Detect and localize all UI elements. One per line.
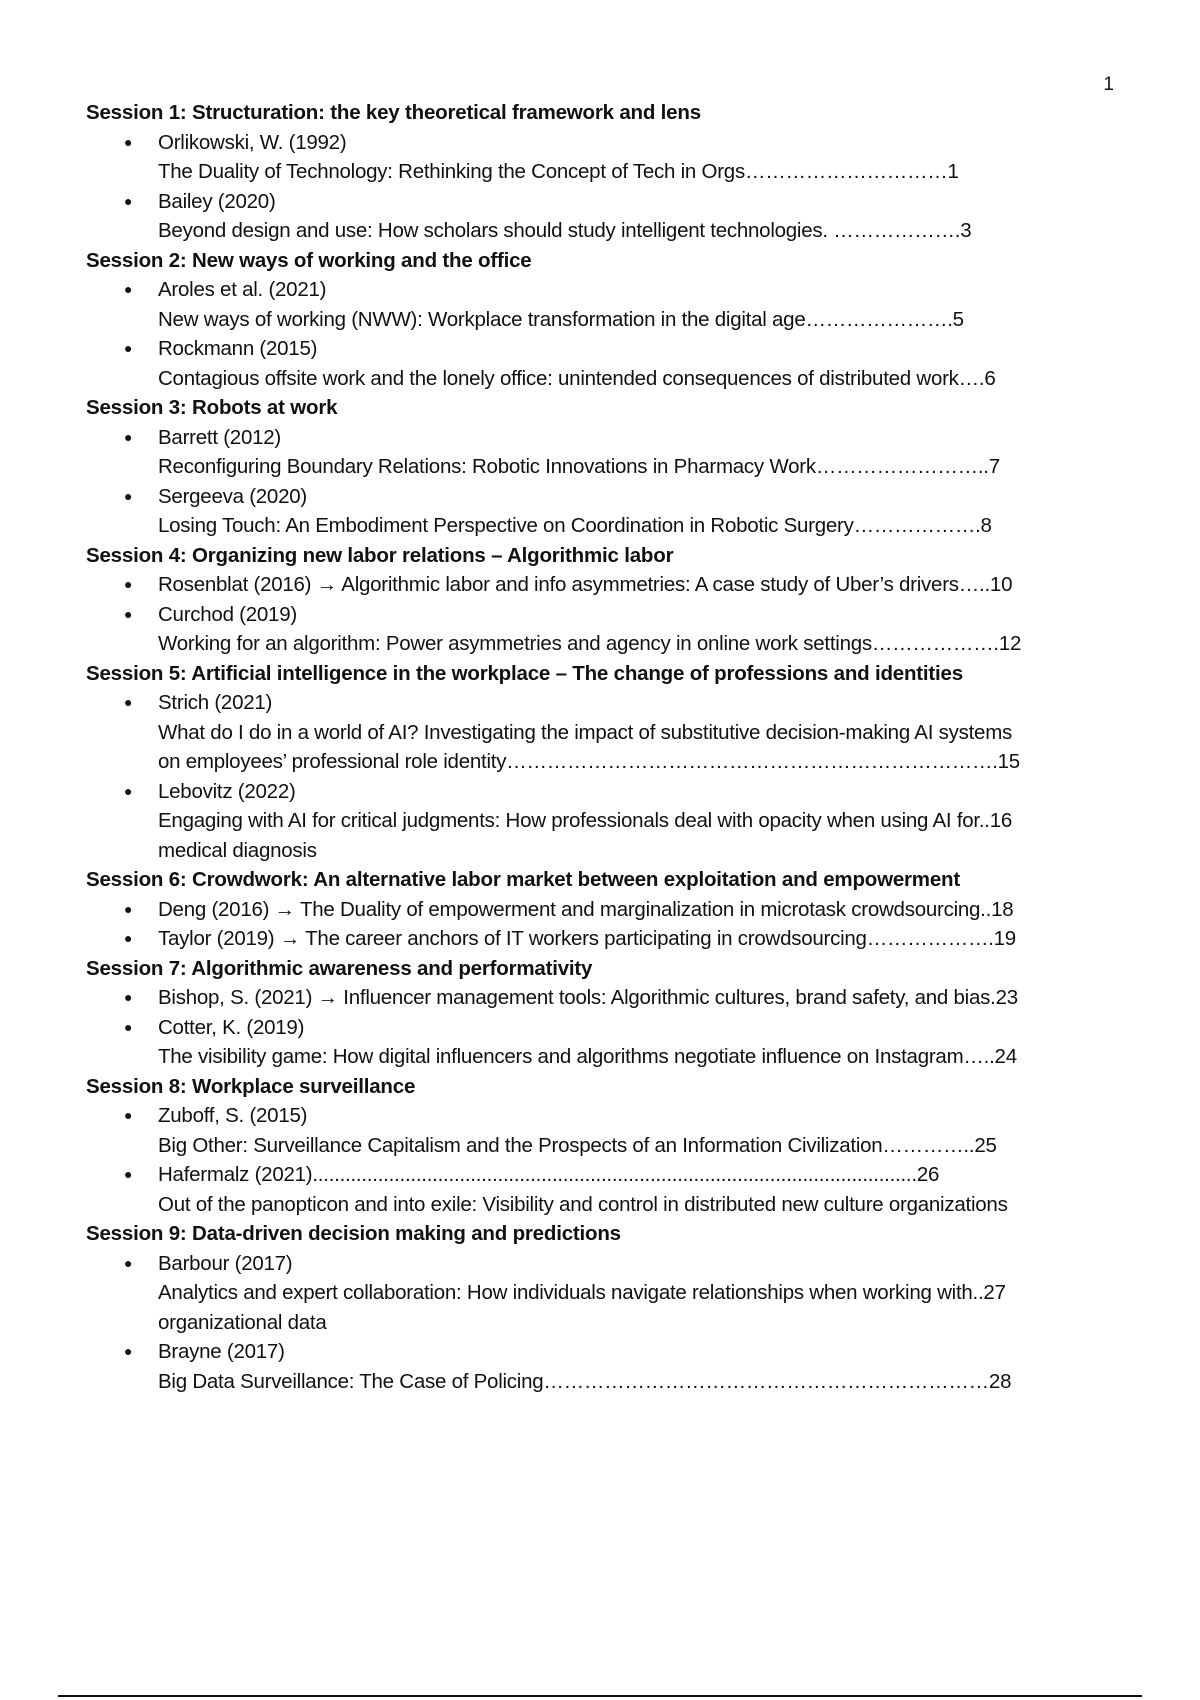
reading-title-line: Analytics and expert collaboration: How individuals navigate relationships when working with..27 bbox=[158, 1281, 1006, 1304]
bullet-icon: ● bbox=[124, 576, 133, 592]
page-number: 1 bbox=[1103, 74, 1114, 95]
reading-citation: Curchod (2019) bbox=[158, 602, 297, 626]
table-of-contents bbox=[86, 98, 1116, 1396]
reading-entry bbox=[86, 570, 1116, 600]
session-heading: Session 1: Structuration: the key theoretical framework and lens bbox=[86, 101, 701, 124]
reading-title-line: The Duality of Technology: Rethinking the Concept of Tech in Orgs…………………………1 bbox=[158, 160, 959, 183]
bullet-icon: ● bbox=[124, 782, 133, 799]
bullet-icon: ● bbox=[124, 930, 133, 946]
bullet-icon: ● bbox=[124, 487, 133, 504]
reading-entry bbox=[86, 187, 1116, 246]
reading-citation: Hafermalz (2021)...............................................................................................................26 bbox=[158, 1163, 940, 1186]
session-heading: Session 7: Algorithmic awareness and performativity bbox=[86, 956, 593, 980]
session-heading: Session 8: Workplace surveillance bbox=[86, 1074, 416, 1098]
reading-citation: Barrett (2012) bbox=[158, 425, 281, 449]
bullet-icon: ● bbox=[124, 133, 133, 150]
reading-title-line: organizational data bbox=[158, 1310, 327, 1334]
reading-entry bbox=[86, 275, 1116, 334]
reading-citation: Cotter, K. (2019) bbox=[158, 1015, 305, 1039]
bullet-icon: ● bbox=[124, 1343, 133, 1359]
reading-entry bbox=[86, 1101, 1116, 1160]
reading-citation: Barbour (2017) bbox=[158, 1251, 293, 1275]
reading-title-line: medical diagnosis bbox=[158, 838, 317, 862]
reading-entry bbox=[86, 482, 1116, 541]
reading-citation: Bailey (2020) bbox=[158, 189, 276, 213]
reading-citation: Rockmann (2015) bbox=[158, 337, 318, 360]
session-heading: Session 3: Robots at work bbox=[86, 396, 338, 419]
session-heading: Session 9: Data-driven decision making and predictions bbox=[86, 1222, 621, 1245]
bullet-icon: ● bbox=[124, 989, 133, 1005]
bullet-icon: ● bbox=[124, 1254, 133, 1271]
bullet-icon: ● bbox=[124, 605, 133, 622]
session-heading: Session 6: Crowdwork: An alternative labor market between exploitation and empowerment bbox=[86, 868, 960, 891]
reading-citation: Rosenblat (2016) → Algorithmic labor and info asymmetries: A case study of Uber’s drivers…..10 bbox=[158, 573, 1013, 596]
reading-title-line: Contagious offsite work and the lonely office: unintended consequences of distributed work….6 bbox=[158, 366, 996, 390]
reading-title-line: Out of the panopticon and into exile: Visibility and control in distributed new culture organizations bbox=[158, 1192, 1008, 1216]
reading-citation: Orlikowski, W. (1992) bbox=[158, 130, 347, 154]
bullet-icon: ● bbox=[124, 1107, 133, 1123]
reading-title-line: Working for an algorithm: Power asymmetries and agency in online work settings……………….12 bbox=[158, 632, 1022, 655]
bullet-icon: ● bbox=[124, 694, 133, 710]
reading-citation: Lebovitz (2022) bbox=[158, 779, 296, 803]
reading-entry bbox=[86, 1160, 1116, 1219]
reading-title-line: Big Other: Surveillance Capitalism and the Prospects of an Information Civilization…………..25 bbox=[158, 1133, 997, 1157]
reading-title-line: Beyond design and use: How scholars should study intelligent technologies. ……………….3 bbox=[158, 219, 972, 242]
reading-entry bbox=[86, 1337, 1116, 1396]
footer-rule bbox=[58, 1695, 1142, 1697]
reading-citation: Bishop, S. (2021) → Influencer management tools: Algorithmic cultures, brand safety, and bias.23 bbox=[158, 986, 1018, 1009]
reading-title-line: New ways of working (NWW): Workplace transformation in the digital age………………….5 bbox=[158, 307, 964, 331]
bullet-icon: ● bbox=[124, 281, 133, 297]
bullet-icon: ● bbox=[124, 1166, 133, 1182]
session-heading: Session 2: New ways of working and the office bbox=[86, 248, 532, 272]
reading-entry bbox=[86, 128, 1116, 187]
reading-title-line: The visibility game: How digital influencers and algorithms negotiate influence on Instagram…..24 bbox=[158, 1045, 1017, 1068]
reading-entry bbox=[86, 1013, 1116, 1072]
reading-citation: Brayne (2017) bbox=[158, 1340, 285, 1363]
reading-title-line: Big Data Surveillance: The Case of Policing…………………………………………………………28 bbox=[158, 1369, 1012, 1393]
reading-citation: Deng (2016) → The Duality of empowerment and marginalization in microtask crowdsourcing..18 bbox=[158, 897, 1014, 921]
reading-title-line: Losing Touch: An Embodiment Perspective on Coordination in Robotic Surgery……………….8 bbox=[158, 514, 992, 537]
reading-entry bbox=[86, 983, 1116, 1013]
bullet-icon: ● bbox=[124, 340, 133, 356]
reading-entry bbox=[86, 423, 1116, 482]
session-heading: Session 5: Artificial intelligence in the workplace – The change of professions and identities bbox=[86, 661, 963, 685]
bullet-icon: ● bbox=[124, 192, 133, 209]
reading-entry bbox=[86, 924, 1116, 954]
reading-citation: Zuboff, S. (2015) bbox=[158, 1104, 308, 1127]
reading-entry bbox=[86, 777, 1116, 866]
reading-citation: Strich (2021) bbox=[158, 691, 273, 714]
bullet-icon: ● bbox=[124, 900, 133, 917]
reading-title-line: on employees’ professional role identity……………………………………………………………….15 bbox=[158, 750, 1020, 773]
reading-title-line: Reconfiguring Boundary Relations: Robotic Innovations in Pharmacy Work……………………..7 bbox=[158, 455, 1000, 478]
reading-entry bbox=[86, 895, 1116, 925]
reading-citation: Aroles et al. (2021) bbox=[158, 278, 327, 301]
reading-entry bbox=[86, 688, 1116, 777]
reading-citation: Taylor (2019) → The career anchors of IT workers participating in crowdsourcing……………….19 bbox=[158, 927, 1016, 950]
bullet-icon: ● bbox=[124, 428, 133, 445]
reading-title-line: What do I do in a world of AI? Investigating the impact of substitutive decision-making AI systems bbox=[158, 720, 1013, 744]
reading-entry bbox=[86, 334, 1116, 393]
reading-citation: Sergeeva (2020) bbox=[158, 484, 307, 508]
session-heading: Session 4: Organizing new labor relations – Algorithmic labor bbox=[86, 543, 674, 567]
reading-entry bbox=[86, 600, 1116, 659]
reading-title-line: Engaging with AI for critical judgments: How professionals deal with opacity when using AI for..16 bbox=[158, 809, 1013, 832]
bullet-icon: ● bbox=[124, 1018, 133, 1035]
reading-entry bbox=[86, 1249, 1116, 1338]
